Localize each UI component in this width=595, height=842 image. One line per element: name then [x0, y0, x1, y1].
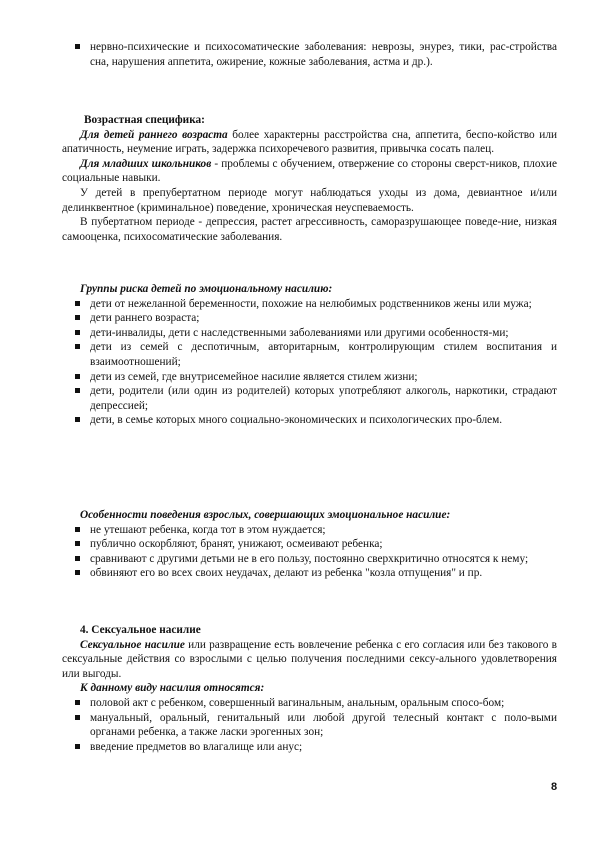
- page-number: 8: [551, 781, 558, 793]
- list-item: мануальный, оральный, генитальный или любой другой телесный контакт с поло-выми органами ребенка, а также ласки эрогенных зон;: [62, 711, 557, 740]
- bullet-icon: [75, 570, 80, 575]
- list-item: половой акт с ребенком, совершенный вагинальным, анальным, оральным спосо-бом;: [62, 696, 557, 711]
- list-item: дети-инвалиды, дети с наследственными заболеваниями или другими особенностя-ми;: [62, 326, 557, 341]
- risk-groups-section: [62, 282, 557, 428]
- bullet-icon: [75, 388, 80, 393]
- list-item: дети от нежеланной беременности, похожие на нелюбимых родственников жены или мужа;: [62, 297, 557, 312]
- adult-behavior-section: [62, 508, 557, 581]
- bullet-icon: [75, 715, 80, 720]
- bullet-icon: [75, 301, 80, 306]
- bullet-icon: [75, 527, 80, 532]
- bullet-icon: [75, 374, 80, 379]
- bullet-icon: [75, 556, 80, 561]
- list-item: нервно-психические и психосоматические заболевания: неврозы, энурез, тики, рас-стройства сна, нарушения аппетита, ожирение, кожные заболевания, астма и др.).: [62, 40, 557, 69]
- list-item: дети, в семье которых много социально-экономических и психологических про-блем.: [62, 413, 557, 428]
- paragraph: Для младших школьников - проблемы с обучением, отвержение со стороны сверст-ников, плохие социальные навыки.: [62, 157, 557, 185]
- age-specifics-heading: Возрастная специфика:: [84, 114, 205, 126]
- paragraph: В пубертатном периоде - депрессия, растет агрессивность, саморазрушающее поведе-ние, низкая самооценка, психосоматические заболевания.: [62, 216, 557, 243]
- top-bullet-list: [62, 40, 557, 69]
- paragraph: Сексуальное насилие или развращение есть вовлечение ребенка с его согласия или без такового в сексуальные действия со взрослыми с целью получения последними сексу-ального удовлетворения или выгоды.: [62, 638, 557, 680]
- list-item: дети из семей с деспотичным, авторитарным, контролирующим стилем воспитания и взаимоотношений;: [62, 340, 557, 369]
- bullet-icon: [75, 315, 80, 320]
- list-item: обвиняют его во всех своих неудачах, делают из ребенка "козла отпущения" и пр.: [62, 566, 557, 581]
- age-specifics-section: [62, 113, 557, 244]
- bullet-icon: [75, 44, 80, 49]
- subheading: К данному виду насилия относятся:: [80, 682, 265, 695]
- bullet-icon: [75, 344, 80, 349]
- sexual-abuse-section: [62, 623, 557, 754]
- list-item: дети, родители (или один из родителей) которых употребляют алкоголь, наркотики, страдают депрессией;: [62, 384, 557, 413]
- list-item: дети из семей, где внутрисемейное насилие является стилем жизни;: [62, 370, 557, 385]
- bullet-icon: [75, 417, 80, 422]
- list-item: публично оскорбляют, бранят, унижают, осмеивают ребенка;: [62, 537, 557, 552]
- list-item: дети раннего возраста;: [62, 311, 557, 326]
- adult-behavior-heading: Особенности поведения взрослых, совершающих эмоциональное насилие:: [80, 509, 451, 521]
- bullet-icon: [75, 541, 80, 546]
- risk-groups-heading: Группы риска детей по эмоциональному насилию:: [80, 283, 333, 295]
- paragraph: У детей в препубертатном периоде могут наблюдаться уходы из дома, девиантное и/или делинквентное (криминальное) поведение, хроническая неуспеваемость.: [62, 186, 557, 214]
- section-heading: 4. Сексуальное насилие: [80, 624, 201, 636]
- paragraph: Для детей раннего возраста более характерны расстройства сна, аппетита, беспо-койство или апатичность, неумение играть, задержка психоречевого развития, привычка сосать палец.: [62, 128, 557, 156]
- list-item: сравнивают с другими детьми не в его пользу, постоянно сверхкритично относятся к нему;: [62, 552, 557, 567]
- list-item: не утешают ребенка, когда тот в этом нуждается;: [62, 523, 557, 538]
- bullet-icon: [75, 330, 80, 335]
- bullet-icon: [75, 700, 80, 705]
- list-item: введение предметов во влагалище или анус;: [62, 740, 557, 755]
- bullet-icon: [75, 744, 80, 749]
